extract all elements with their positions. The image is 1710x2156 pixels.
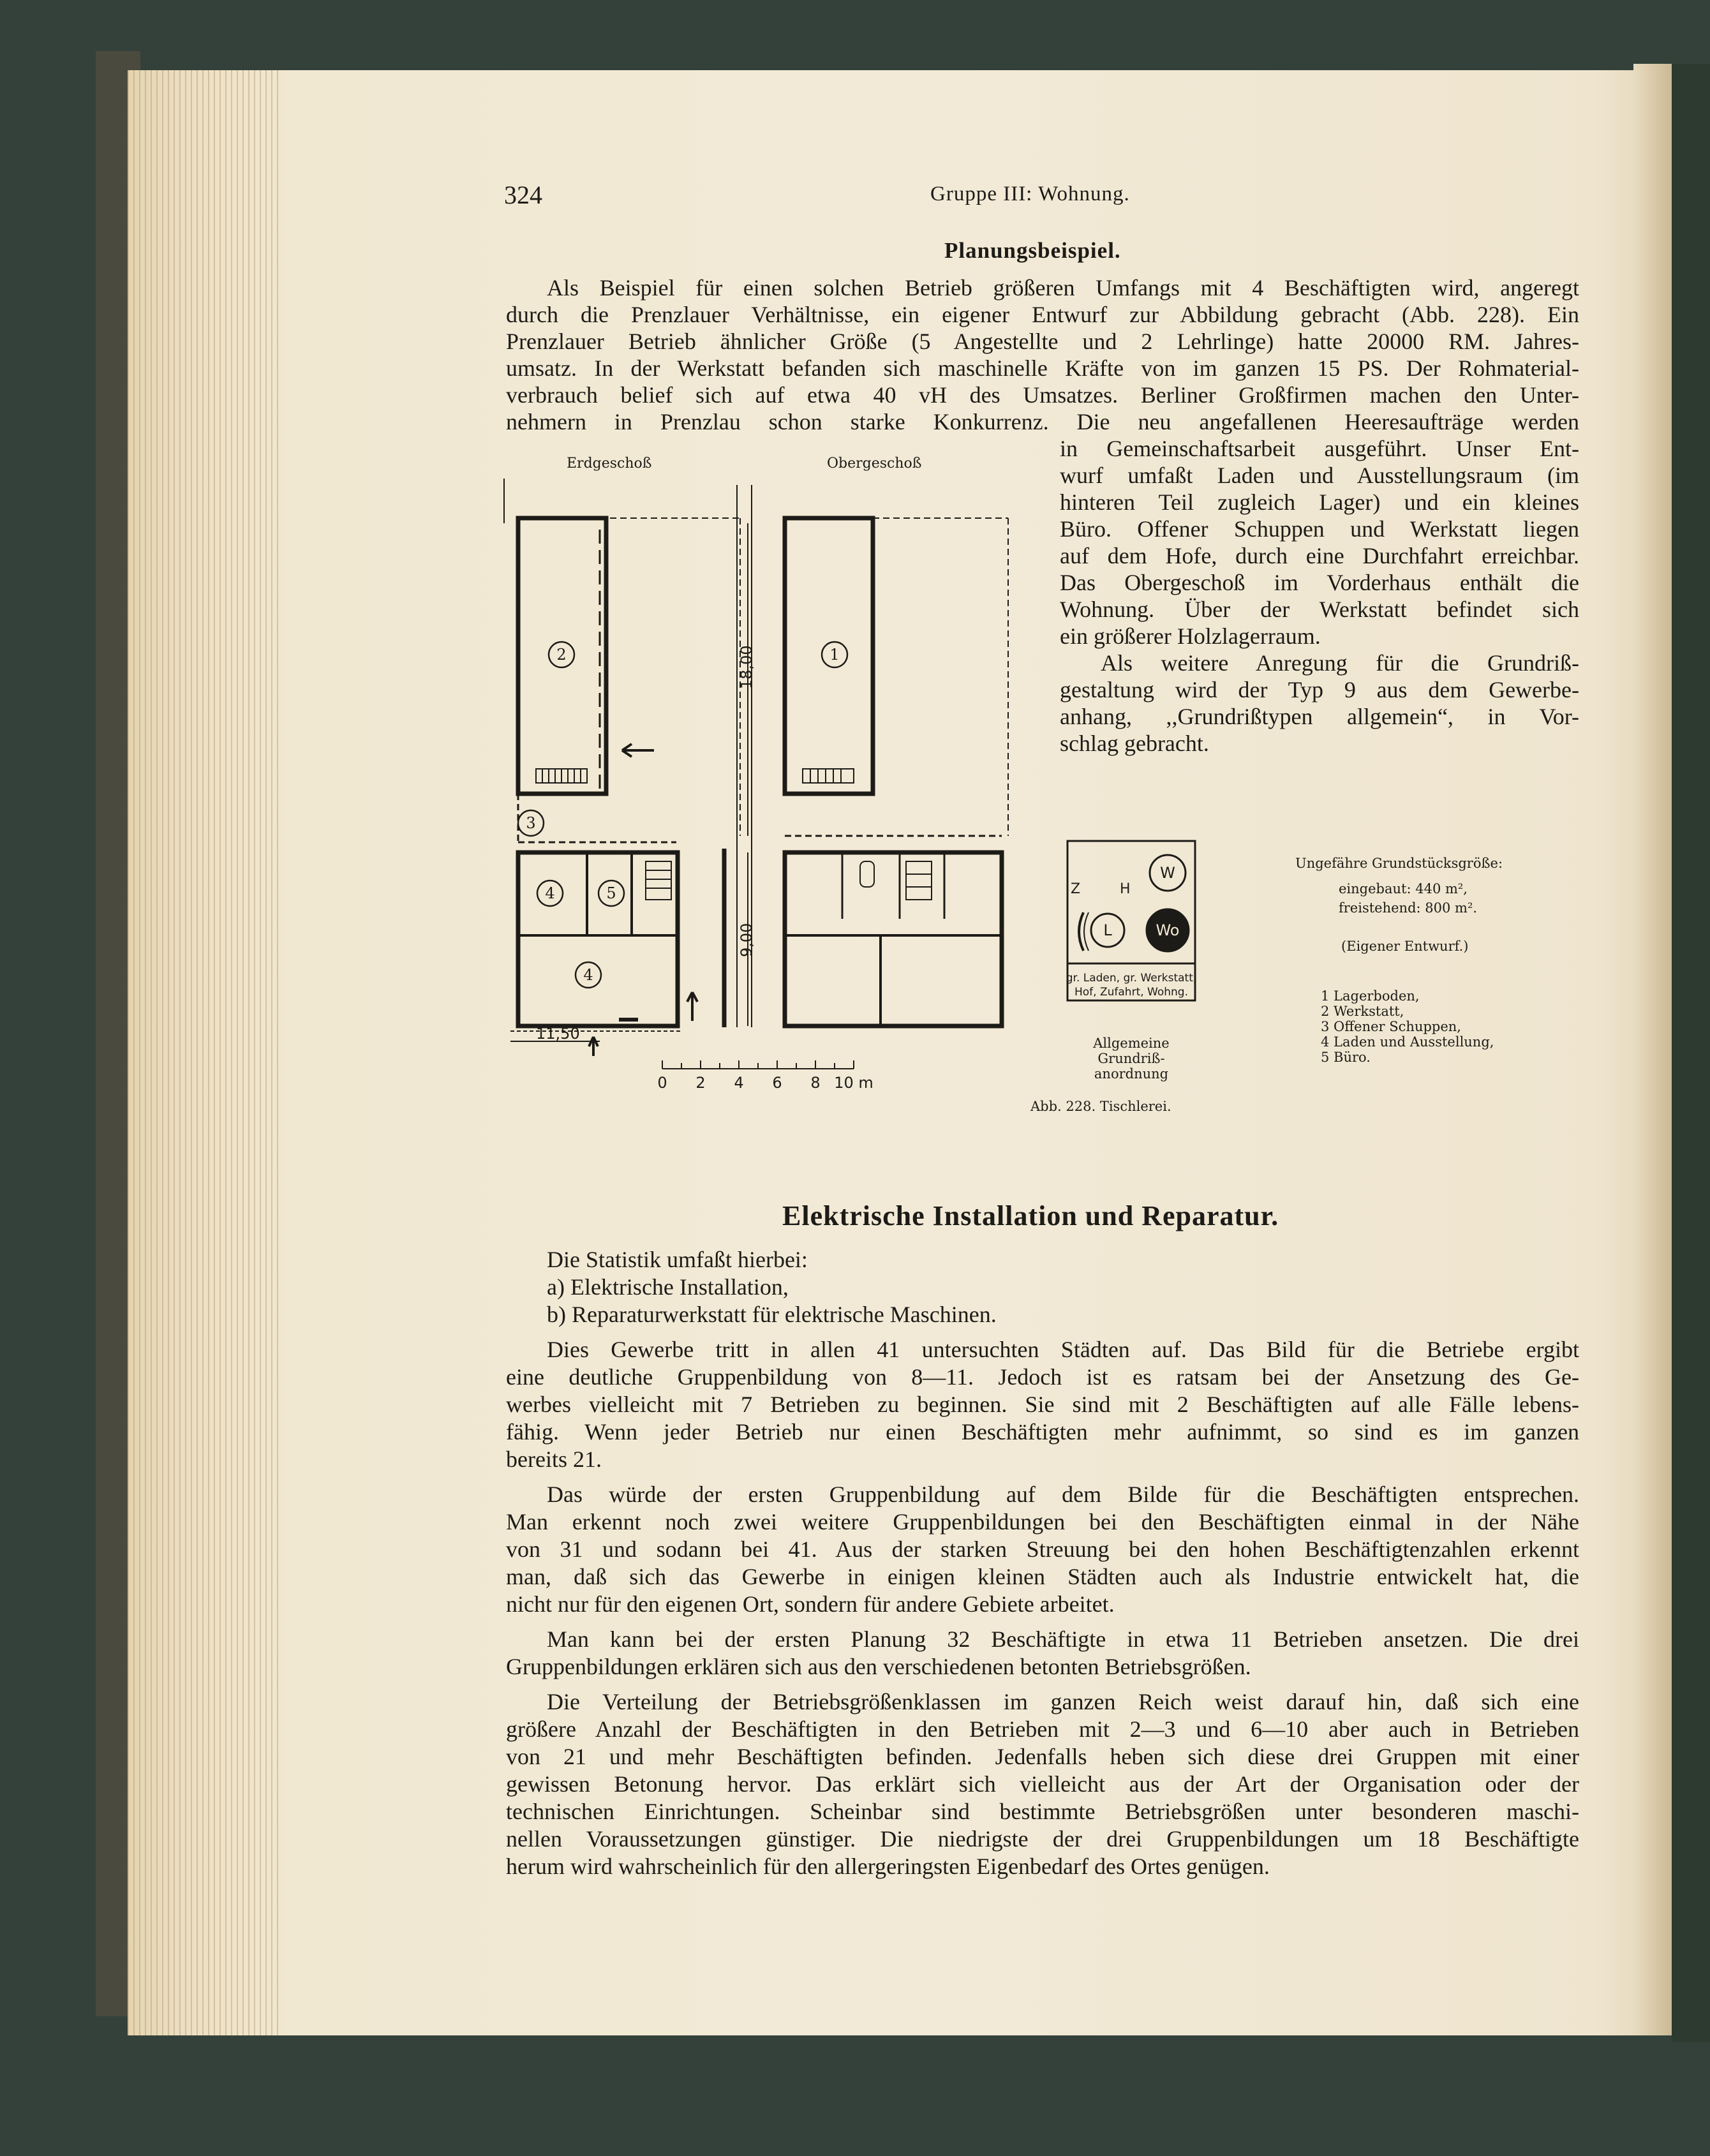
right-page-edge [1633,64,1672,2035]
dimension-width: 11,50 [536,1025,580,1043]
scale-tick-label: 2 [695,1074,706,1092]
paragraph-line: gewissen Betonung hervor. Das erklärt sich vielleicht aus der Art der Organisation oder der [506,1771,1579,1797]
legend-item: 4 Laden und Ausstellung, [1321,1034,1494,1050]
paragraph-line: von 21 und mehr Beschäftigten befinden. Jedenfalls heben sich diese drei Gruppen mit einer [506,1744,1579,1769]
schema-letter-z: Z [1071,881,1081,897]
legend-item: 3 Offener Schuppen, [1321,1019,1461,1034]
paragraph-line: Dies Gewerbe tritt in allen 41 untersuchten Städten auf. Das Bild für die Betriebe ergibt [547,1337,1579,1362]
paragraph-line: Das Obergeschoß im Vorderhaus enthält die [1060,570,1579,595]
paragraph-line: umsatz. In der Werkstatt befanden sich maschinelle Kräfte von im ganzen 15 PS. Der Rohmaterial- [506,355,1579,381]
paragraph-line: wurf umfaßt Laden und Ausstellungsraum (im [1060,463,1579,488]
paragraph-line: Man erkennt noch zwei weitere Gruppenbildungen bei den Beschäftigten einmal in der Nähe [506,1509,1579,1535]
paragraph-line: schlag gebracht. [1060,731,1209,756]
dimension-depth-front: 18,00 [738,645,755,689]
paragraph-line: herum wird wahrscheinlich für den allergeringsten Eigenbedarf des Ortes genügen. [506,1854,1270,1879]
paragraph-line: man, daß sich das Gewerbe in einigen kleinen Städten auch als Industrie entwickelt hat, die [506,1564,1579,1589]
own-design-note: (Eigener Entwurf.) [1341,939,1469,954]
paragraph-line: durch die Prenzlauer Verhältnisse, ein eigener Entwurf zur Abbildung gebracht (Abb. 228). Ein [506,302,1579,327]
paragraph-line: Wohnung. Über der Werkstatt befindet sich [1060,597,1579,622]
schema-letter-h: H [1120,881,1131,897]
figure-floor-plan [498,447,1531,1123]
list-item-a: a) Elektrische Installation, [547,1274,789,1300]
page-stack-edges [128,70,281,2035]
legend-item: 1 Lagerboden, [1321,988,1420,1004]
paragraph-line: Gruppenbildungen erklären sich aus den verschiedenen betonten Betriebsgrößen. [506,1654,1251,1679]
scale-tick-label: 4 [734,1074,744,1092]
schema-caption-line: Allgemeine [1093,1036,1170,1051]
paragraph-line: Das würde der ersten Gruppenbildung auf dem Bilde für die Beschäftigten entsprechen. [547,1482,1579,1507]
scale-tick-label: 8 [810,1074,821,1092]
schema-legend-line: gr. Laden, gr. Werkstatt, [1066,972,1197,985]
room-number: 2 [556,646,567,664]
paragraph-line: eine deutliche Gruppenbildung von 8—11. Jedoch ist es ratsam bei der Ansetzung des Ge- [506,1364,1579,1390]
paragraph-line: von 31 und sodann bei 41. Aus der starken Streuung bei den hohen Beschäftigtenzahlen erkennt [506,1536,1579,1562]
paragraph-line: Als Beispiel für einen solchen Betrieb größeren Umfangs mit 4 Beschäftigten wird, angeregt [547,275,1579,301]
book-cover-right [1672,64,1710,2042]
dimension-depth-rear: 9,00 [738,923,755,957]
schema-caption-line: Grundriß- [1097,1051,1165,1066]
scale-tick-label: 10 m [834,1074,874,1092]
room-number: 4 [583,966,593,984]
schema-letter-wo: Wo [1156,921,1180,939]
paragraph-line: Man kann bei der ersten Planung 32 Beschäftigte in etwa 11 Betrieben ansetzen. Die drei [547,1626,1579,1652]
paragraph-line: anhang, ,,Grundrißtypen allgemein“, in Vor- [1060,704,1579,729]
paragraph-line: Die Verteilung der Betriebsgrößenklassen im ganzen Reich weist darauf hin, daß sich eine [547,1689,1579,1714]
paragraph-line: technischen Einrichtungen. Scheinbar sind bestimmte Betriebsgrößen unter besonderen maschi- [506,1799,1579,1824]
legend-item: 2 Werkstatt, [1321,1004,1404,1019]
legend-item: 5 Büro. [1321,1050,1371,1065]
figure-caption: Abb. 228. Tischlerei. [1030,1099,1171,1114]
paragraph-line: Als weitere Anregung für die Grundriß- [1101,650,1579,676]
section-heading-elektrische-installation: Elektrische Installation und Reparatur. [782,1200,1279,1231]
upper-floor-plan [785,518,1008,1026]
paragraph-line: größere Anzahl der Beschäftigten in den Betrieben mit 2—3 und 6—10 aber auch in Betrieben [506,1716,1579,1742]
paragraph-line: in Gemeinschaftsarbeit ausgeführt. Unser Ent- [1060,436,1579,461]
schema-legend-line: Hof, Zufahrt, Wohng. [1074,986,1188,999]
room-number: 4 [545,884,555,902]
list-item-b: b) Reparaturwerkstatt für elektrische Maschinen. [547,1302,997,1327]
schema-caption-line: anordnung [1094,1066,1169,1082]
paragraph-line: nicht nur für den eigenen Ort, sondern für andere Gebiete arbeitet. [506,1591,1115,1617]
paragraph-line: verbrauch belief sich auf etwa 40 vH des Umsatzes. Berliner Großfirmen machen den Unter- [506,382,1579,408]
label-upper-floor: Obergeschoß [827,456,922,472]
room-number: 1 [829,646,840,664]
label-ground-floor: Erdgeschoß [567,456,652,472]
lot-size-free: freistehend: 800 m². [1339,900,1478,916]
ground-floor-plan [510,518,740,1031]
paragraph-line: bereits 21. [506,1446,602,1472]
scale-tick-label: 0 [657,1074,667,1092]
paragraph-line: werbes vielleicht mit 7 Betrieben zu beginnen. Sie sind mit 2 Beschäftigten auf alle Fälle lebens- [506,1392,1579,1417]
lot-size-built: eingebaut: 440 m², [1339,881,1468,896]
room-number: 3 [526,814,536,832]
paragraph-line: fähig. Wenn jeder Betrieb nur einen Beschäftigten mehr aufnimmt, so sind es im ganzen [506,1419,1579,1445]
paragraph-line: gestaltung wird der Typ 9 aus dem Gewerbe- [1060,677,1579,703]
paragraph-line: nellen Voraussetzungen günstiger. Die niedrigste der drei Gruppenbildungen um 18 Beschäftigte [506,1826,1579,1852]
room-number: 5 [606,884,616,902]
paragraph-line: hinteren Teil zugleich Lager) und ein kleines [1060,489,1579,515]
scale-tick-label: 6 [772,1074,782,1092]
section-heading-planungsbeispiel: Planungsbeispiel. [944,238,1121,263]
lot-size-heading: Ungefähre Grundstücksgröße: [1295,856,1503,871]
paragraph-line: auf dem Hofe, durch eine Durchfahrt erreichbar. [1060,543,1579,569]
running-head: Gruppe III: Wohnung. [930,182,1130,205]
intro-line: Die Statistik umfaßt hierbei: [547,1247,808,1272]
schema-letter-l: L [1103,921,1112,939]
page-number: 324 [504,181,542,209]
paragraph-line: Prenzlauer Betrieb ähnlicher Größe (5 Angestellte und 2 Lehrlinge) hatte 20000 RM. Jahres- [506,329,1579,354]
paragraph-line: ein größerer Holzlagerraum. [1060,623,1321,649]
paragraph-line: nehmern in Prenzlau schon starke Konkurrenz. Die neu angefallenen Heeresaufträge werden [506,409,1579,435]
schema-letter-w: W [1160,864,1175,882]
paragraph-line: Büro. Offener Schuppen und Werkstatt liegen [1060,516,1579,542]
